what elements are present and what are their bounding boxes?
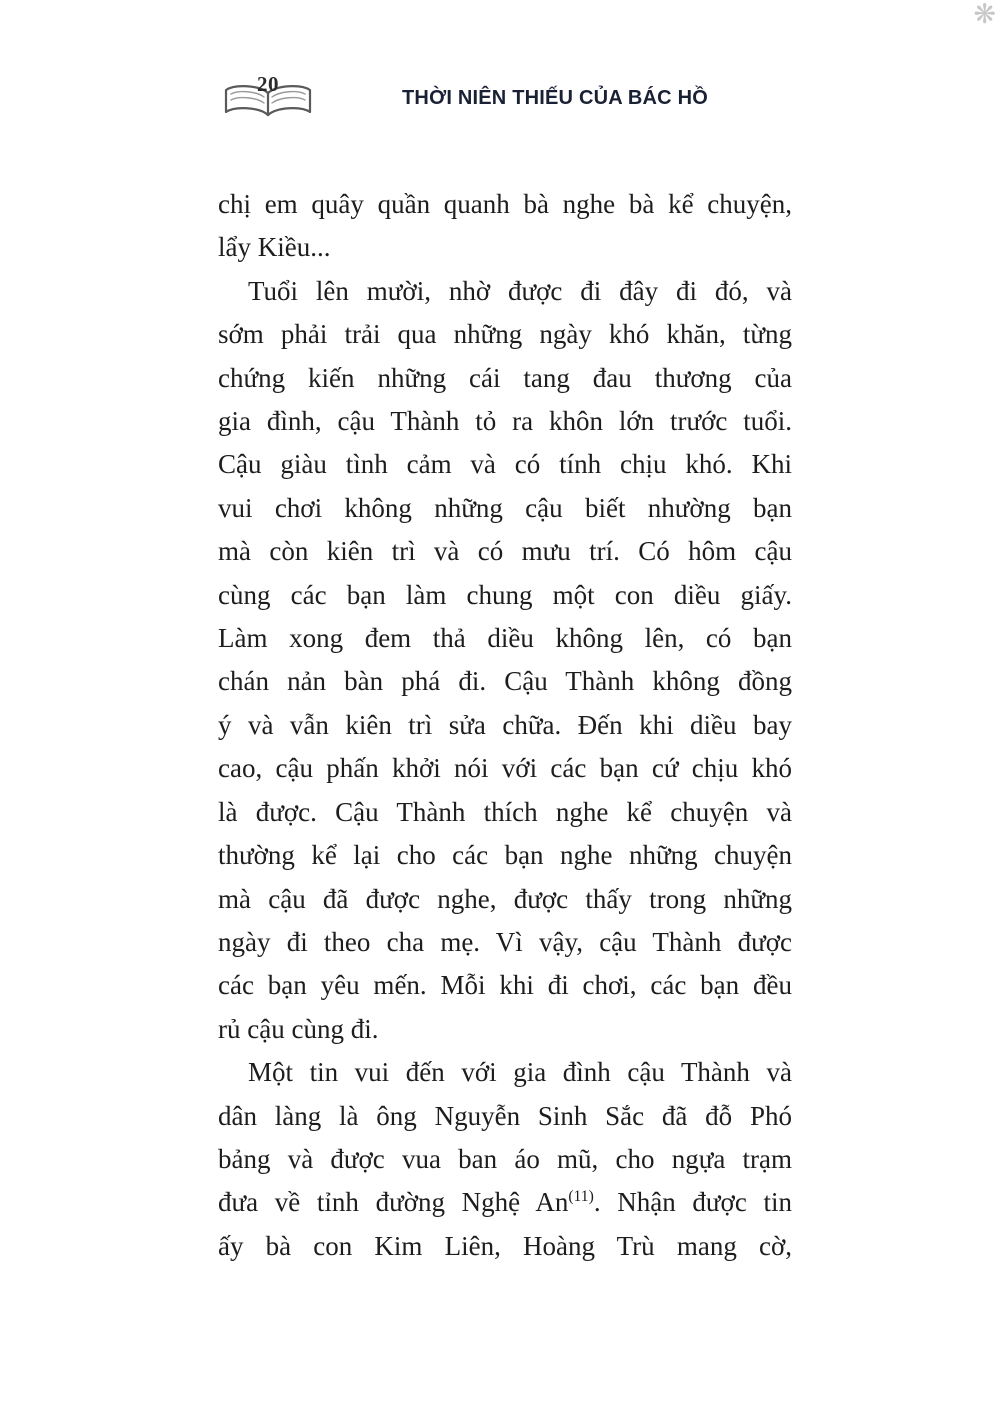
body-text	[218, 183, 792, 1268]
text-line: chị em quây quần quanh bà nghe bà kể chuyện,	[218, 189, 792, 219]
text-line: cùng các bạn làm chung một con diều giấy.	[218, 579, 792, 610]
text-line: Làm xong đem thả diều không lên, có bạn	[218, 623, 792, 654]
text-line: Tuổi lên mười, nhờ được đi đây đi đó, và	[248, 275, 792, 306]
text-line: gia đình, cậu Thành tỏ ra khôn lớn trước tuổi.	[218, 406, 792, 437]
page-number: 20	[257, 72, 279, 96]
text-line: rủ cậu cùng đi.	[218, 1013, 379, 1044]
footnote-marker: (11)	[568, 1188, 594, 1206]
text-line: bảng và được vua ban áo mũ, cho ngựa trạm	[218, 1143, 792, 1174]
page-number-badge	[222, 72, 314, 122]
text-line: cao, cậu phấn khởi nói với các bạn cứ chịu khó	[218, 753, 792, 784]
text-line: là được. Cậu Thành thích nghe kể chuyện và	[218, 796, 792, 827]
running-title: THỜI NIÊN THIẾU CỦA BÁC HỒ	[402, 87, 708, 109]
text-line: ý và vẫn kiên trì sửa chữa. Đến khi diều bay	[218, 709, 792, 740]
page-header	[0, 70, 1000, 122]
text-line: vui chơi không những cậu biết nhường bạn	[218, 492, 792, 523]
text-line: chứng kiến những cái tang đau thương của	[218, 362, 792, 393]
text-line: thường kể lại cho các bạn nghe những chuyện	[218, 840, 792, 871]
paragraph	[218, 1051, 792, 1268]
text-line: đưa về tỉnh đường Nghệ An$^{(11)}$. Nhận được tin	[218, 1187, 792, 1218]
text-line: mà cậu đã được nghe, được thấy trong những	[218, 883, 792, 914]
text-line: sớm phải trải qua những ngày khó khăn, từng	[218, 319, 792, 350]
paragraph	[218, 270, 792, 1051]
text-line: mà còn kiên trì và có mưu trí. Có hôm cậu	[218, 536, 792, 567]
text-line: Một tin vui đến với gia đình cậu Thành và	[248, 1057, 792, 1088]
text-line: các bạn yêu mến. Mỗi khi đi chơi, các bạn đều	[218, 970, 792, 1001]
text-line: ấy bà con Kim Liên, Hoàng Trù mang cờ,	[218, 1230, 792, 1261]
text-line: lẩy Kiều...	[218, 232, 331, 263]
text-line: ngày đi theo cha mẹ. Vì vậy, cậu Thành được	[218, 926, 792, 957]
text-line: dân làng là ông Nguyễn Sinh Sắc đã đỗ Phó	[218, 1100, 792, 1131]
text-line: Cậu giàu tình cảm và có tính chịu khó. Khi	[218, 449, 792, 480]
text-line: chán nản bàn phá đi. Cậu Thành không đồng	[218, 666, 792, 697]
paragraph	[218, 183, 792, 270]
flower-ornament-icon: ❋	[973, 0, 996, 30]
